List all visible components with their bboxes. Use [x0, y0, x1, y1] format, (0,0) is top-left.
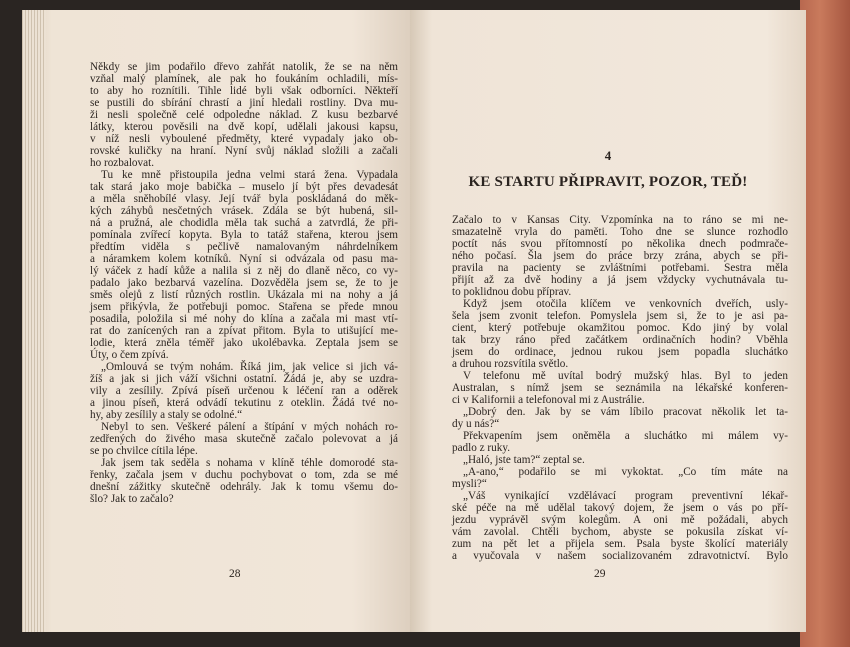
- text-line: padlo z ruky.: [452, 442, 510, 454]
- text-line: „Dobrý den. Jak by se vám líbilo pracovat několik let ta-: [463, 406, 788, 418]
- text-line: to poklidnou dobu příprav.: [452, 286, 572, 298]
- text-line: zedřených do živého masa skutečně začalo polevovat a já: [90, 433, 398, 445]
- text-line: to aby ho roznítili. Tihle lidé byli však odborníci. Někteří: [90, 85, 398, 97]
- text-line: šlo? Jak to začalo?: [90, 493, 174, 505]
- text-line: pomínala zvířecí kopyta. Byla to tatáž stařena, kterou jsem: [90, 229, 398, 241]
- chapter-number: 4: [604, 148, 612, 163]
- text-line: přijít až za dvě hodiny a já jsem vždycky vychutnávala tu-: [452, 274, 788, 286]
- text-line: ná a pružná, ale chodidla měla tak suchá a zatvrdlá, že při-: [90, 217, 398, 229]
- text-line: a jinou píseň, která odvádí tekutinu z oteklin. Žádá tvé no-: [90, 397, 398, 409]
- text-line: ži nesli společně celé odpoledne náklad. Z kusu bezbarvé: [90, 109, 398, 121]
- chapter-title: KE STARTU PŘIPRAVIT, POZOR, TEĎ!: [468, 174, 748, 190]
- left-page: [22, 10, 410, 632]
- text-line: smazatelně vryla do paměti. Toho dne se slunce rozhodlo: [452, 226, 788, 238]
- page-stack-edge: [22, 10, 46, 632]
- text-line: dnešní zážitky skutečně odehrály. Jak k tomu všemu do-: [90, 481, 398, 493]
- text-line: ci v Kalifornii a telefonoval mi z Austrálie.: [452, 394, 645, 406]
- text-line: šela jsem zvonit telefon. Pomyslela jsem si, že to je asi pa-: [452, 310, 788, 322]
- text-line: poctít nás svou přítomností po několika dnech podmrače-: [452, 238, 788, 250]
- text-line: ho rozbalovat.: [90, 157, 154, 169]
- text-line: v níž nesli vyboulené předměty, které vypadaly jako ob-: [90, 133, 398, 145]
- right-page-body: [452, 215, 788, 563]
- text-line: cient, který potřebuje okamžitou pomoc. Kdo jiný by volal: [452, 322, 788, 334]
- text-line: dy u nás?“: [452, 418, 500, 430]
- text-line: jsem do ordinace, jednou rukou jsem popadla sluchátko: [452, 346, 788, 358]
- text-line: Tu ke mně přistoupila jedna velmi stará žena. Vypadala: [101, 169, 398, 181]
- left-page-body: [90, 61, 398, 505]
- text-line: rovské kuličky na hraní. Nyní svůj náklad složili a začali: [90, 145, 398, 157]
- text-line: V telefonu mě uvítal bodrý mužský hlas. Byl to jeden: [463, 370, 788, 382]
- page-number-left: 28: [229, 568, 241, 580]
- text-line: lodie, která zněla téměř jako ukolébavka. Zeptala jsem se: [90, 337, 398, 349]
- text-line: jezdu vyprávěl svým kolegům. A oni mě požádali, abych: [452, 514, 788, 526]
- text-line: „Omlouvá se tvým nohám. Říká jim, jak velice si jich vá-: [101, 361, 398, 373]
- text-line: „A-ano,“ podařilo se mi vykoktat. „Co tím máte na: [463, 466, 788, 478]
- text-line: vám zavolal. Chtěli bychom, abyste se pokusila získat ví-: [452, 526, 788, 538]
- text-line: Jak jsem tak seděla s nohama v klíně téhle domorodé sta-: [101, 457, 398, 469]
- text-line: a vyučovala v našem socializovaném zdravotnictví. Bylo: [452, 550, 788, 562]
- text-line: Úty, o čem zpívá.: [90, 349, 169, 361]
- text-line: posadila, položila si mé nohy do klína a začala mi mast vtí-: [90, 313, 398, 325]
- text-line: lý váček z hadí kůže a nalila si z něj do dlaně něco, co vy-: [90, 265, 398, 277]
- text-line: směs olejů z listí různých rostlin. Ukázala mi na nohy a já: [90, 289, 398, 301]
- text-line: řenky, začala jsem v duchu pochybovat o tom, zda se mé: [90, 469, 398, 481]
- text-line: padalo jako bezbarvá vazelína. Dozvěděla jsem se, že to je: [90, 277, 398, 289]
- text-line: ské péče na mě udělal takový dojem, že jsem o vás po pří-: [452, 502, 788, 514]
- text-line: látky, kterou pověsili na dvě kopí, udělali jakousi kapsu,: [90, 121, 398, 133]
- page-number-right: 29: [594, 568, 606, 580]
- text-line: pravila na pacienty se zvláštními potřebami. Sestra měla: [452, 262, 788, 274]
- text-line: rat do zanícených ran a zpívat přitom. Byla to utišující me-: [90, 325, 398, 337]
- text-line: Někdy se jim podařilo dřevo zahřát natolik, že se na něm: [90, 61, 398, 73]
- text-line: a náramkem kolem kotníků. Nyní si odvázala od pasu ma-: [90, 253, 398, 265]
- text-line: Když jsem otočila klíčem ve venkovních dveřích, usly-: [463, 298, 788, 310]
- text-line: Nebyl to sen. Veškeré pálení a štípání v mých nohách ro-: [101, 421, 398, 433]
- text-line: Začalo to v Kansas City. Vzpomínka na to ráno se mi ne-: [452, 214, 788, 226]
- text-line: tak brzy ráno před začátkem ordinačních hodin? Vběhla: [452, 334, 788, 346]
- text-line: Australan, s nímž jsem se seznámila na lékařské konferen-: [452, 382, 788, 394]
- text-line: předtím viděla s pečlivě namalovaným náhrdelníkem: [90, 241, 398, 253]
- text-line: tak stará jako moje babička – muselo jí být přes devadesát: [90, 181, 398, 193]
- text-line: zum na pět let a přijela sem. Psala byste školící materiály: [452, 538, 788, 550]
- text-line: „Haló, jste tam?“ zeptal se.: [463, 454, 585, 466]
- text-line: ného počasí. Šla jsem do práce brzy zrána, abych se při-: [452, 250, 788, 262]
- text-line: Překvapením jsem oněměla a sluchátko mi málem vy-: [463, 430, 788, 442]
- text-line: a druhou rozsvítila světlo.: [452, 358, 569, 370]
- text-line: žíš a jak si jich váží všichni ostatní. Žádá je, aby se uzdra-: [90, 373, 398, 385]
- text-line: mysli?“: [452, 478, 487, 490]
- book-cover-edge: [800, 0, 850, 647]
- text-line: vily a zesílily. Zpívá píseň určenou k léčení ran a oděrek: [90, 385, 398, 397]
- right-page: [410, 10, 806, 632]
- text-line: a měla sněhobílé vlasy. Její tvář byla poskládaná do měk-: [90, 193, 398, 205]
- text-line: „Váš vynikající vzdělávací program preventivní lékař-: [463, 490, 788, 502]
- text-line: se po chvilce cítila lépe.: [90, 445, 198, 457]
- text-line: hy, aby zesílily a staly se odolné.“: [90, 409, 243, 421]
- text-line: kých záhybů nesčetných vrásek. Zdála se být hubená, sil-: [90, 205, 398, 217]
- text-line: vzňal malý plamínek, ale pak ho foukáním ochladili, mís-: [90, 73, 398, 85]
- text-line: se pustili do sbírání chrastí a jiní hledali rostliny. Dva mu-: [90, 97, 398, 109]
- text-line: jsem přikývla, že potřebuji pomoc. Stařena se přede mnou: [90, 301, 398, 313]
